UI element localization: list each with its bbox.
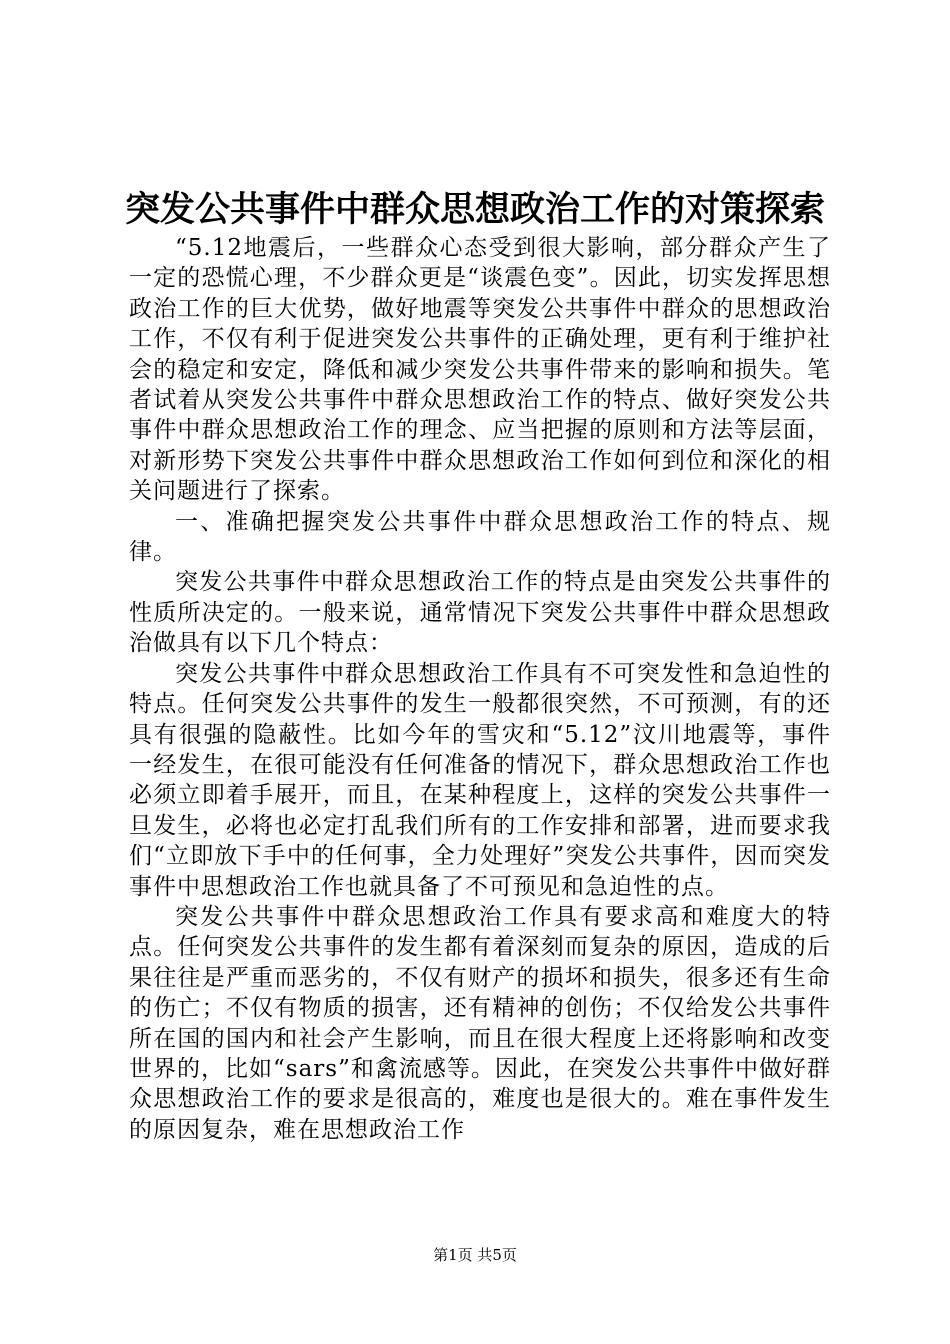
section-heading: 一、准确把握突发公共事件中群众思想政治工作的特点、规律。 <box>129 508 831 566</box>
document-title: 突发公共事件中群众思想政治工作的对策探索 <box>124 189 825 230</box>
paragraph: “5.12地震后，一些群众心态受到很大影响，部分群众产生了一定的恐慌心理，不少群众更是“谈震色变”。因此，切实发挥思想政治工作的巨大优势，做好地震等突发公共事件中群众的思想政治工作，不仅有利于促进突发公共事件的正确处理，更有利于维护社会的稳定和安定，降低和减少突发公共事件带来的影响和损失。笔者试着从突发公共事件中群众思想政治工作的特点、做好突发公共事件中群众思想政治工作的理念、应当把握的原则和方法等层面，对新形势下突发公共事件中群众思想政治工作如何到位和深化的相关问题进行了探索。 <box>129 235 831 505</box>
page-number: 第1页 <box>433 1246 473 1264</box>
paragraph: 突发公共事件中群众思想政治工作具有不可突发性和急迫性的特点。任何突发公共事件的发生一般都很突然，不可预测，有的还具有很强的隐蔽性。比如今年的雪灾和“5.12”汶川地震等，事件一经发生，在很可能没有任何准备的情况下，群众思想政治工作也必须立即着手展开，而且，在某种程度上，这样的突发公共事件一旦发生，必将也必定打乱我们所有的工作安排和部署，进而要求我们“立即放下手中的任何事，全力处理好”突发公共事件，因而突发事件中思想政治工作也就具备了不可预见和急迫性的点。 <box>129 660 831 900</box>
page-total: 共5页 <box>477 1246 517 1264</box>
paragraph: 突发公共事件中群众思想政治工作的特点是由突发公共事件的性质所决定的。一般来说，通常情况下突发公共事件中群众思想政治做具有以下几个特点： <box>129 569 831 657</box>
paragraph: 突发公共事件中群众思想政治工作具有要求高和难度大的特点。任何突发公共事件的发生都有着深刻而复杂的原因，造成的后果往往是严重而恶劣的，不仅有财产的损坏和损失，很多还有生命的伤亡；不仅有物质的损害，还有精神的创伤；不仅给发公共事件所在国的国内和社会产生影响，而且在很大程度上还将影响和改变世界的，比如“sars”和禽流感等。因此，在突发公共事件中做好群众思想政治工作的要求是很高的，难度也是很大的。难在事件发生的原因复杂，难在思想政治工作 <box>129 903 831 1143</box>
document-body <box>129 233 831 1145</box>
page-footer <box>0 1245 950 1265</box>
